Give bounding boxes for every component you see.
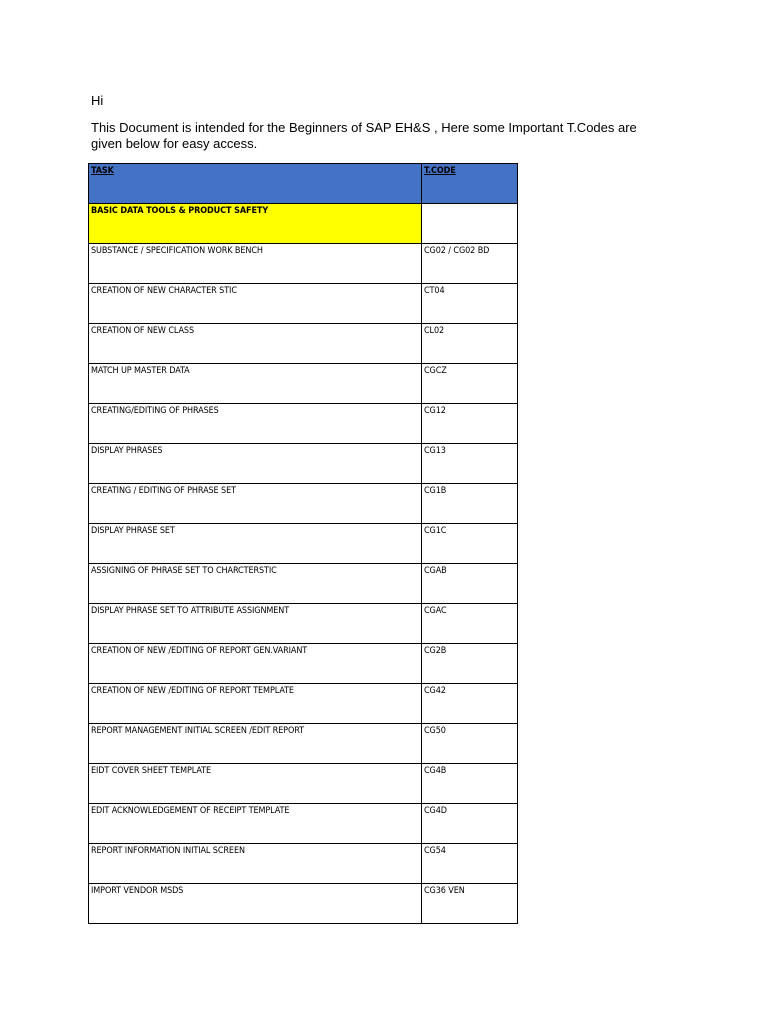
section-row — [89, 204, 518, 244]
table-row — [89, 564, 518, 604]
header-task: TASK — [89, 164, 422, 204]
task-cell: REPORT MANAGEMENT INITIAL SCREEN /EDIT REPORT — [89, 724, 422, 764]
tcode-cell: CT04 — [422, 284, 518, 324]
table-row — [89, 724, 518, 764]
task-cell: IMPORT VENDOR MSDS — [89, 884, 422, 924]
tcode-cell: CG12 — [422, 404, 518, 444]
task-cell: ASSIGNING OF PHRASE SET TO CHARCTERSTIC — [89, 564, 422, 604]
task-cell: EIDT COVER SHEET TEMPLATE — [89, 764, 422, 804]
tcode-cell: CG42 — [422, 684, 518, 724]
task-cell: CREATION OF NEW CLASS — [89, 324, 422, 364]
tcode-cell: CGCZ — [422, 364, 518, 404]
task-cell: DISPLAY PHRASE SET TO ATTRIBUTE ASSIGNMENT — [89, 604, 422, 644]
table-row — [89, 604, 518, 644]
task-cell: REPORT INFORMATION INITIAL SCREEN — [89, 844, 422, 884]
tcode-cell: CGAC — [422, 604, 518, 644]
table-row — [89, 524, 518, 564]
tcode-cell: CG36 VEN — [422, 884, 518, 924]
task-cell: CREATION OF NEW CHARACTER STIC — [89, 284, 422, 324]
table-row — [89, 684, 518, 724]
table-row — [89, 324, 518, 364]
task-cell: SUBSTANCE / SPECIFICATION WORK BENCH — [89, 244, 422, 284]
task-cell: CREATION OF NEW /EDITING OF REPORT GEN.VARIANT — [89, 644, 422, 684]
table-row — [89, 484, 518, 524]
tcode-cell: CG1C — [422, 524, 518, 564]
task-cell: MATCH UP MASTER DATA — [89, 364, 422, 404]
section-label: BASIC DATA TOOLS & PRODUCT SAFETY — [89, 204, 422, 244]
task-cell: CREATING / EDITING OF PHRASE SET — [89, 484, 422, 524]
table-row — [89, 844, 518, 884]
table-row — [89, 804, 518, 844]
table-row — [89, 404, 518, 444]
intro-paragraph: This Document is intended for the Beginners of SAP EH&S , Here some Important T.Codes are given below for easy access. — [91, 120, 637, 151]
tcode-table — [88, 163, 518, 924]
header-tcode: T.CODE — [422, 164, 518, 204]
table-row — [89, 644, 518, 684]
task-cell: DISPLAY PHRASES — [89, 444, 422, 484]
tcode-cell: CG4D — [422, 804, 518, 844]
tcode-cell: CG4B — [422, 764, 518, 804]
tcode-cell: CG2B — [422, 644, 518, 684]
tcode-cell: CG02 / CG02 BD — [422, 244, 518, 284]
table-row — [89, 764, 518, 804]
tcode-cell: CL02 — [422, 324, 518, 364]
section-tcode — [422, 204, 518, 244]
task-cell: DISPLAY PHRASE SET — [89, 524, 422, 564]
tcode-cell: CGAB — [422, 564, 518, 604]
table-header-row — [89, 164, 518, 204]
tcode-cell: CG1B — [422, 484, 518, 524]
table-row — [89, 244, 518, 284]
task-cell: EDIT ACKNOWLEDGEMENT OF RECEIPT TEMPLATE — [89, 804, 422, 844]
greeting-text: Hi — [91, 93, 104, 108]
table-row — [89, 284, 518, 324]
table-row — [89, 364, 518, 404]
table-row — [89, 444, 518, 484]
table-row — [89, 884, 518, 924]
task-cell: CREATION OF NEW /EDITING OF REPORT TEMPLATE — [89, 684, 422, 724]
task-cell: CREATING/EDITING OF PHRASES — [89, 404, 422, 444]
tcode-cell: CG50 — [422, 724, 518, 764]
tcode-cell: CG54 — [422, 844, 518, 884]
tcode-cell: CG13 — [422, 444, 518, 484]
